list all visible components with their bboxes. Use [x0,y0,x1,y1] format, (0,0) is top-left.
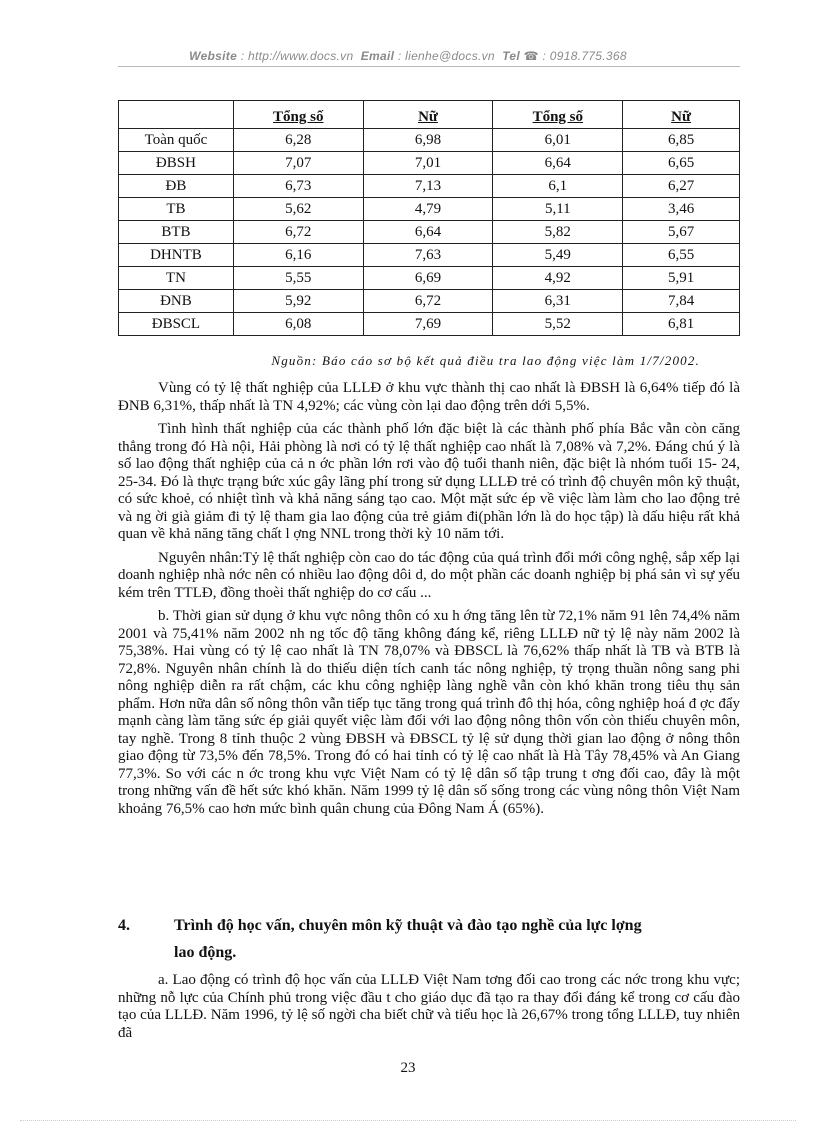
table-cell: 6,55 [623,244,740,267]
table-header-cell: Tổng số [493,101,623,129]
table-cell: 6,27 [623,175,740,198]
table-cell: 5,11 [493,198,623,221]
table-row [119,152,740,175]
section-title-continued: lao động. [174,944,237,961]
table-cell: 7,63 [363,244,493,267]
table-cell: 6,01 [493,129,623,152]
table-cell: 5,52 [493,313,623,336]
region-cell: ĐNB [119,290,234,313]
tel-value: : 0918.775.368 [542,49,627,63]
table-cell: 7,69 [363,313,493,336]
table-cell: 6,81 [623,313,740,336]
table-row [119,290,740,313]
header-divider [118,66,740,67]
section-number: 4. [118,917,130,934]
table-cell: 5,55 [233,267,363,290]
body-text-final [118,972,740,1048]
table-cell: 6,65 [623,152,740,175]
table-row [119,175,740,198]
table-cell: 3,46 [623,198,740,221]
table-cell: 5,62 [233,198,363,221]
table-cell: 5,82 [493,221,623,244]
table-cell: 7,01 [363,152,493,175]
email-label: Email [360,49,395,63]
table-cell: 4,92 [493,267,623,290]
paragraph: Vùng có tỷ lệ thất nghiệp của LLLĐ ở khu vực thành thị cao nhất là ĐBSH là 6,64% tiếp đó là ĐNB 6,31%, thấp nhất là TN 4,92%; các vùng còn lại dao động trên dới 5,5%. [118,380,740,414]
region-cell: Toàn quốc [119,129,234,152]
table-cell: 6,1 [493,175,623,198]
table-cell: 6,73 [233,175,363,198]
table-header-cell: Nữ [363,101,493,129]
paragraph: Tình hình thất nghiệp của các thành phố lớn đặc biệt là các thành phố phía Bắc vẫn còn căng thẳng trong đó Hà nội, Hải phòng là nơi có tỷ lệ thất nghiệp cao nhất là 7,08% và 7,2%. Đáng chú ý là số lao động thất nghiệp của cả n ớc phần lớn rơi vào độ tuổi thanh niên, đặc biệt là nhóm tuổi 15- 24, 25-34. Đó là thực trạng bức xúc gây lãng phí trong sử dụng LLLĐ trẻ có trình độ chuyên môn kỹ thuật, có sức khoẻ, có nhiệt tình và khả năng sáng tạo cao. Một mặt sức ép về việc làm làm cho lao động trẻ và ng ời già giảm đi tỷ lệ tham gia lao động của trẻ giảm đi(phần lớn là do học tập) là dấu hiệu rất khả quan về khả năng tăng chất l ợng NNL trong thời kỳ 10 năm tới. [118,421,740,542]
website-value[interactable]: : http://www.docs.vn [240,49,354,63]
table-row [119,221,740,244]
table-cell: 5,92 [233,290,363,313]
region-cell: ĐBSH [119,152,234,175]
unemployment-table [118,100,740,336]
website-label: Website [189,49,238,63]
table-caption: Nguồn: Báo cáo sơ bộ kết quả điều tra lao động việc làm 1/7/2002. [271,353,700,368]
table-cell: 7,13 [363,175,493,198]
region-cell: ĐBSCL [119,313,234,336]
table-cell: 6,64 [363,221,493,244]
region-cell: ĐB [119,175,234,198]
email-value[interactable]: : lienhe@docs.vn [397,49,495,63]
footer-divider [20,1120,796,1121]
table-cell: 5,67 [623,221,740,244]
table-row [119,267,740,290]
region-cell: TN [119,267,234,290]
table-cell: 6,31 [493,290,623,313]
table-cell: 6,16 [233,244,363,267]
table-cell: 6,28 [233,129,363,152]
region-cell: TB [119,198,234,221]
region-cell: DHNTB [119,244,234,267]
table-cell: 4,79 [363,198,493,221]
page-number: 23 [400,1060,416,1076]
table-header-cell [119,101,234,129]
table-cell: 6,72 [233,221,363,244]
page-header [0,49,816,63]
tel-label: Tel ☎ [502,49,539,63]
table-header-cell: Tổng số [233,101,363,129]
table-cell: 7,07 [233,152,363,175]
table-cell: 5,91 [623,267,740,290]
table-row [119,129,740,152]
table-row [119,313,740,336]
table-cell: 6,08 [233,313,363,336]
table-cell: 6,69 [363,267,493,290]
table-header-row [119,101,740,129]
table-cell: 6,98 [363,129,493,152]
table-cell: 7,84 [623,290,740,313]
paragraph: Nguyên nhân:Tỷ lệ thất nghiệp còn cao do tác động của quá trình đổi mới công nghệ, sắp xếp lại doanh nghiệp nhà nớc nên có nhiều lao động dôi d, do một phần các doanh nghiệp bị phá sản vì sự yếu kém trên TTLĐ, đồng thoèi thất nghiệp do cơ cấu ... [118,549,740,601]
table-cell: 6,64 [493,152,623,175]
body-text [118,380,740,824]
table-header-cell: Nữ [623,101,740,129]
table-cell: 6,72 [363,290,493,313]
table-row [119,198,740,221]
table-row [119,244,740,267]
table-cell: 6,85 [623,129,740,152]
paragraph: b. Thời gian sử dụng ở khu vực nông thôn có xu h ớng tăng lên từ 72,1% năm 91 lên 74,4% năm 2001 và 75,41% năm 2002 nh ng tốc độ tăng không đáng kể, riêng LLLĐ nữ tỷ lệ này năm 2002 là 75,38%. Hai vùng có tỷ lệ cao nhất là TN 78,07% và ĐBSCL là 76,62% thấp nhất là TB và BTB là 72,8%. Nguyên nhân chính là do thiếu diện tích canh tác nông nghiệp, tỷ trọng thuần nông sang phi nông nghiệp diễn ra rất chậm, các khu công nghiệp làng nghề vẫn còn khó khăn trong tiêu thụ sản phẩm. Hơn nữa dân số nông thôn vẫn tiếp tục tăng trong quá trình đô thị hóa, công nghiệp hoá đ ợc đẩy mạnh càng làm tăng sức ép giải quyết việc làm đối với lao động nông thôn vốn còn thiếu chuyên môn, tay nghề. Trong 8 tỉnh thuộc 2 vùng ĐBSH và ĐBSCL tỷ lệ sử dụng thời gian lao động ở nông thôn giao động từ 73,5% đến 78,5%. Trong đó có hai tỉnh có tỷ lệ cao nhất là Hà Tây 78,45% và An Giang 77,3%. So với các n ớc trong khu vực Việt Nam có tỷ lệ dân số tập trung t ơng đối cao, đây là một trong những vấn đề hết sức khó khăn. Năm 1999 tỷ lệ dân số sống trong các vùng nông thôn Việt Nam khoảng 76,5% cao hơn mức bình quân chung của Đông Nam Á (65%). [118,608,740,817]
paragraph: a. Lao động có trình độ học vấn của LLLĐ Việt Nam tơng đối cao trong các nớc trong khu vực; những nỗ lực của Chính phủ trong việc đầu t cho giáo dục đã tạo ra thay đổi đáng kể trong cơ cấu đào tạo của LLLĐ. Năm 1996, tỷ lệ số ngời cha biết chữ và tiểu học là 26,67% trong tổng LLLĐ, tuy nhiên đã [118,972,740,1041]
table-cell: 5,49 [493,244,623,267]
section-heading [118,912,740,966]
region-cell: BTB [119,221,234,244]
section-title: Trình độ học vấn, chuyên môn kỹ thuật và đào tạo nghề của lực lợng [174,917,642,934]
